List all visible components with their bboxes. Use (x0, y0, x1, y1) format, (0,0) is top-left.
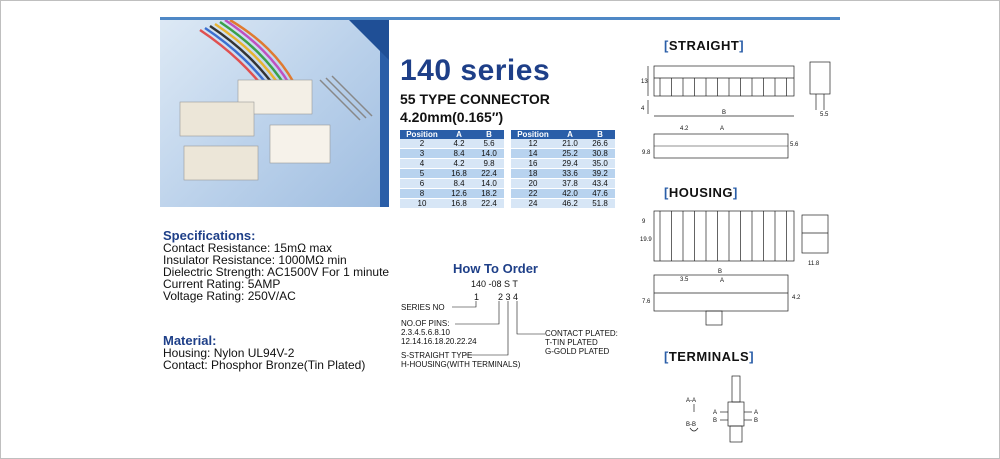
b-cell: 43.4 (585, 179, 615, 189)
dim-4-2-housing: 4.2 (792, 295, 801, 301)
pitch-label: 4.20mm(0.165″) (400, 109, 504, 125)
position-cell: 20 (511, 179, 555, 189)
order-index-1: 1 (474, 292, 480, 302)
specifications-title: Specifications: (163, 228, 256, 243)
section-a-a: A-A (686, 398, 697, 404)
position-cell: 5 (400, 169, 444, 179)
position-cell: 22 (511, 189, 555, 199)
order-pins-label: NO.OF PINS: (401, 319, 450, 328)
dim-b-housing: B (718, 269, 723, 275)
position-cell: 16 (511, 159, 555, 169)
b-cell: 39.2 (585, 169, 615, 179)
spec-voltage-rating: Voltage Rating: 250V/AC (163, 289, 296, 303)
dim-4-2: 4.2 (680, 126, 689, 132)
term-label-b-left: B (713, 418, 718, 424)
b-cell: 22.4 (474, 199, 504, 209)
order-plated-2: T-TIN PLATED (545, 338, 598, 347)
a-cell: 46.2 (555, 199, 585, 209)
housing-heading: [HOUSING] (664, 185, 738, 200)
col-a: A (555, 130, 585, 139)
dim-7-6: 7.6 (642, 299, 651, 305)
position-cell: 18 (511, 169, 555, 179)
material-contact: Contact: Phosphor Bronze(Tin Plated) (163, 358, 366, 372)
order-plated-3: G-GOLD PLATED (545, 347, 610, 356)
b-cell: 35.0 (585, 159, 615, 169)
position-cell: 3 (400, 149, 444, 159)
dim-b: B (722, 110, 727, 116)
b-cell: 14.0 (474, 149, 504, 159)
order-type-1: S-STRAIGHT TYPE (401, 351, 473, 360)
position-cell: 2 (400, 139, 444, 149)
term-label-a-left: A (713, 410, 718, 416)
a-cell: 4.2 (444, 139, 474, 149)
a-cell: 25.2 (555, 149, 585, 159)
dim-4: 4 (641, 106, 645, 112)
col-position: Position (511, 130, 555, 139)
a-cell: 8.4 (444, 149, 474, 159)
position-cell: 12 (511, 139, 555, 149)
position-cell: 24 (511, 199, 555, 209)
b-cell: 30.8 (585, 149, 615, 159)
material-title: Material: (163, 333, 217, 348)
a-cell: 21.0 (555, 139, 585, 149)
b-cell: 51.8 (585, 199, 615, 209)
material-housing: Housing: Nylon UL94V-2 (163, 346, 295, 360)
position-cell: 6 (400, 179, 444, 189)
spec-contact-resistance: Contact Resistance: 15mΩ max (163, 241, 333, 255)
term-label-a-right: A (754, 410, 759, 416)
series-title: 140 series (400, 54, 551, 87)
a-cell: 4.2 (444, 159, 474, 169)
term-label-b-right: B (754, 418, 759, 424)
dim-11-8: 11.8 (808, 261, 820, 267)
terminal-drawing (680, 372, 800, 452)
order-type-2: H-HOUSING(WITH TERMINALS) (401, 360, 521, 369)
connector-type: 55 TYPE CONNECTOR (400, 91, 550, 107)
dim-19-9: 19.9 (640, 237, 652, 243)
a-cell: 12.6 (444, 189, 474, 199)
b-cell: 9.8 (474, 159, 504, 169)
col-a: A (444, 130, 474, 139)
how-to-order-title: How To Order (453, 261, 538, 276)
col-position: Position (400, 130, 444, 139)
position-cell: 8 (400, 189, 444, 199)
terminals-heading: [TERMINALS] (664, 349, 755, 364)
dim-9-8: 9.8 (642, 150, 651, 156)
a-cell: 33.6 (555, 169, 585, 179)
dim-3-5: 3.5 (680, 277, 689, 283)
spec-current-rating: Current Rating: 5AMP (163, 277, 281, 291)
b-cell: 18.2 (474, 189, 504, 199)
position-cell: 10 (400, 199, 444, 209)
col-b: B (585, 130, 615, 139)
spec-dielectric-strength: Dielectric Strength: AC1500V For 1 minute (163, 265, 390, 279)
a-cell: 16.8 (444, 199, 474, 209)
a-cell: 42.0 (555, 189, 585, 199)
dim-5-6: 5.6 (790, 142, 799, 148)
col-b: B (474, 130, 504, 139)
straight-heading: [STRAIGHT] (664, 38, 745, 53)
position-cell: 4 (400, 159, 444, 169)
position-cell: 14 (511, 149, 555, 159)
dim-a: A (720, 126, 725, 132)
order-pins-1: 2.3.4.5.6.8.10 (401, 328, 450, 337)
order-series-no: SERIES NO (401, 303, 445, 312)
dim-5-5: 5.5 (820, 112, 829, 118)
b-cell: 22.4 (474, 169, 504, 179)
housing-drawing (640, 203, 840, 343)
b-cell: 26.6 (585, 139, 615, 149)
straight-drawing (640, 58, 840, 168)
b-cell: 47.6 (585, 189, 615, 199)
spec-insulator-resistance: Insulator Resistance: 1000MΩ min (163, 253, 347, 267)
a-cell: 16.8 (444, 169, 474, 179)
b-cell: 14.0 (474, 179, 504, 189)
order-code: 140 -08 S T (471, 279, 518, 289)
section-b-b: B-B (686, 422, 697, 428)
dim-a-housing: A (720, 278, 725, 284)
dim-9: 9 (642, 219, 646, 225)
b-cell: 5.6 (474, 139, 504, 149)
order-plated-1: CONTACT PLATED: (545, 329, 618, 338)
a-cell: 37.8 (555, 179, 585, 189)
a-cell: 8.4 (444, 179, 474, 189)
order-pins-2: 12.14.16.18.20.22.24 (401, 337, 477, 346)
a-cell: 29.4 (555, 159, 585, 169)
dim-13: 13 (641, 79, 648, 85)
order-index-2-4: 2 3 4 (498, 292, 519, 302)
